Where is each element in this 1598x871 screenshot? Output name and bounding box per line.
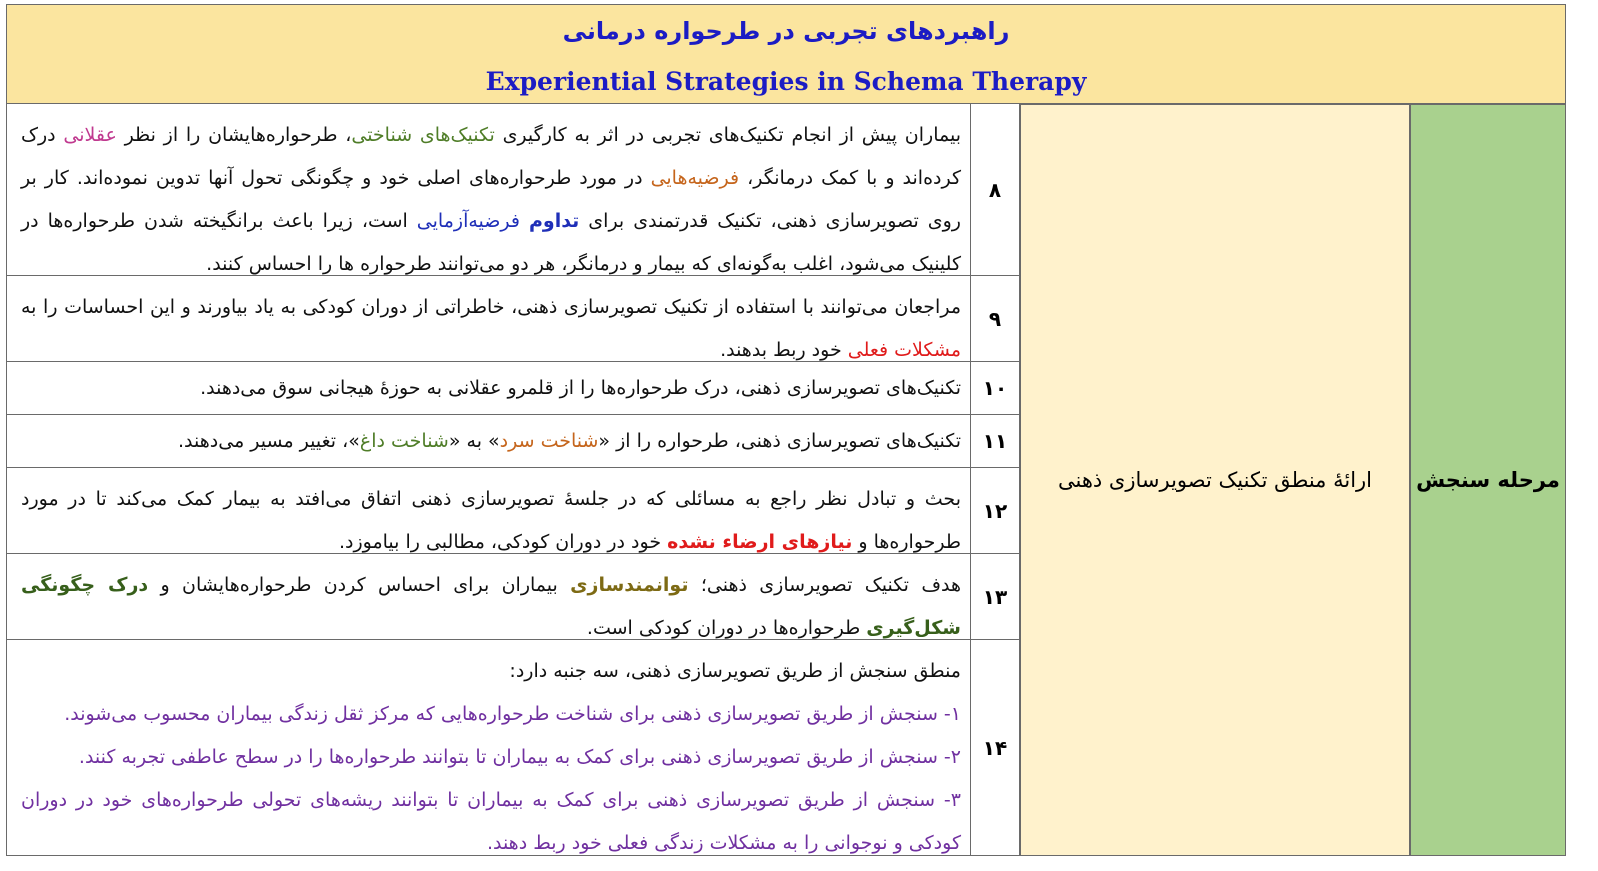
highlight-hypothesis-testing: فرضیه‌آزمایی bbox=[416, 210, 529, 232]
aspect-item-1: ۱- سنجش از طریق تصویرسازی ذهنی برای شناخت طرحواره‌هایی که مرکز ثقل زندگی بیماران محسوب می‌شوند. bbox=[64, 703, 961, 725]
text-segment: در مورد طرحواره‌های اصلی خود و چگونگی تحول آنها تدوین نموده‌اند. کار بر روی تصویرسازی ذهنی، تکنیک قدرتمندی برای bbox=[21, 167, 961, 232]
row-number: ۸ bbox=[970, 104, 1019, 275]
row-text bbox=[7, 640, 971, 855]
highlight-hot-cognition: شناخت داغ bbox=[359, 430, 449, 452]
table-row-13 bbox=[6, 554, 1020, 640]
text-segment: » به « bbox=[448, 430, 500, 452]
text-segment: تکنیک‌های تصویرسازی ذهنی، درک طرحواره‌ها را از قلمرو عقلانی به حوزۀ هیجانی سوق می‌دهند. bbox=[200, 377, 961, 399]
table-header bbox=[6, 4, 1566, 104]
highlight-continuation: تداوم bbox=[528, 210, 580, 232]
row-number: ۱۱ bbox=[970, 415, 1019, 467]
text-segment: خود ربط بدهند. bbox=[720, 339, 848, 361]
stage-label: مرحله سنجش bbox=[1416, 468, 1560, 492]
row-intro: منطق سنجش از طریق تصویرسازی ذهنی، سه جنبه دارد: bbox=[509, 660, 961, 682]
text-segment: هدف تکنیک تصویرسازی ذهنی؛ bbox=[688, 574, 962, 596]
row-text bbox=[7, 276, 971, 361]
text-segment: بیماران برای احساس کردن طرحواره‌هایشان و bbox=[148, 574, 571, 596]
row-text bbox=[7, 104, 971, 275]
highlight-hypotheses: فرضیه‌هایی bbox=[650, 167, 740, 189]
table-row-12 bbox=[6, 468, 1020, 554]
row-number: ۱۴ bbox=[970, 640, 1019, 855]
table-row-11 bbox=[6, 415, 1020, 468]
highlight-cognitive-techniques: تکنیک‌های شناختی bbox=[351, 124, 495, 146]
row-text bbox=[7, 415, 971, 467]
table-row-14 bbox=[6, 640, 1020, 856]
highlight-cold-cognition: شناخت سرد bbox=[499, 430, 599, 452]
row-text bbox=[7, 468, 971, 553]
text-segment: ، طرحواره‌هایشان را از نظر bbox=[116, 124, 352, 146]
text-segment: است، زیرا باعث برانگیخته شدن طرحواره‌ها در کلینیک می‌شود، اغلب به‌گونه‌ای که بیمار و درمانگر، هر دو می‌توانند طرحواره ها را احساس کنند. bbox=[21, 210, 961, 275]
highlight-understanding-formation: درک چگونگی شکل‌گیری bbox=[21, 574, 961, 639]
english-title: Experiential Strategies in Schema Therapy bbox=[485, 67, 1087, 96]
text-segment: طرحواره‌ها در دوران کودکی است. bbox=[586, 617, 867, 639]
text-segment: مراجعان می‌توانند با استفاده از تکنیک تصویرسازی ذهنی، خاطراتی از دوران کودکی به یاد بیاورند و این احساسات را به bbox=[21, 296, 961, 318]
technique-label: ارائۀ منطق تکنیک تصویرسازی ذهنی bbox=[1057, 468, 1373, 492]
text-segment: »، تغییر مسیر می‌دهند. bbox=[178, 430, 360, 452]
text-segment: بیماران پیش از انجام تکنیک‌های تجربی در اثر به کارگیری bbox=[494, 124, 962, 146]
table-row-9 bbox=[6, 276, 1020, 362]
text-segment: خود در دوران کودکی، مطالبی را بیاموزد. bbox=[338, 531, 668, 553]
highlight-current-problems: مشکلات فعلی bbox=[847, 339, 961, 361]
table-row-8 bbox=[6, 104, 1020, 276]
row-number: ۹ bbox=[970, 276, 1019, 361]
highlight-empowerment: توانمندسازی bbox=[570, 574, 689, 596]
aspect-item-2: ۲- سنجش از طریق تصویرسازی ذهنی برای کمک به بیماران تا بتوانند طرحواره‌ها را در سطح عاطفی تجربه کنند. bbox=[78, 746, 961, 768]
row-text bbox=[7, 554, 971, 639]
highlight-unmet-needs: نیازهای ارضاء نشده bbox=[667, 531, 853, 553]
technique-cell bbox=[1020, 104, 1410, 856]
highlight-rational: عقلانی bbox=[63, 124, 117, 146]
row-number: ۱۰ bbox=[970, 362, 1019, 414]
stage-cell bbox=[1410, 104, 1566, 856]
aspect-item-3: ۳- سنجش از طریق تصویرسازی ذهنی برای کمک به بیماران تا بتوانند ریشه‌های تحولی طرحواره‌های خود در دوران کودکی و نوجوانی را به مشکلات زندگی فعلی خود ربط دهند. bbox=[21, 789, 961, 854]
persian-title: راهبردهای تجربی در طرحواره درمانی bbox=[562, 17, 1010, 45]
row-number: ۱۲ bbox=[970, 468, 1019, 553]
table-row-10 bbox=[6, 362, 1020, 415]
text-segment: بحث و تبادل نظر راجع به مسائلی که در جلسۀ تصویرسازی ذهنی اتفاق می‌افتد به بیمار کمک می‌کند تا در مورد طرحواره‌ها و bbox=[21, 488, 961, 553]
row-number: ۱۳ bbox=[970, 554, 1019, 639]
row-text bbox=[7, 362, 971, 414]
text-segment: تکنیک‌های تصویرسازی ذهنی، طرحواره را از « bbox=[598, 430, 961, 452]
text-segment: درک کرده‌اند و با کمک درمانگر، bbox=[21, 124, 962, 189]
